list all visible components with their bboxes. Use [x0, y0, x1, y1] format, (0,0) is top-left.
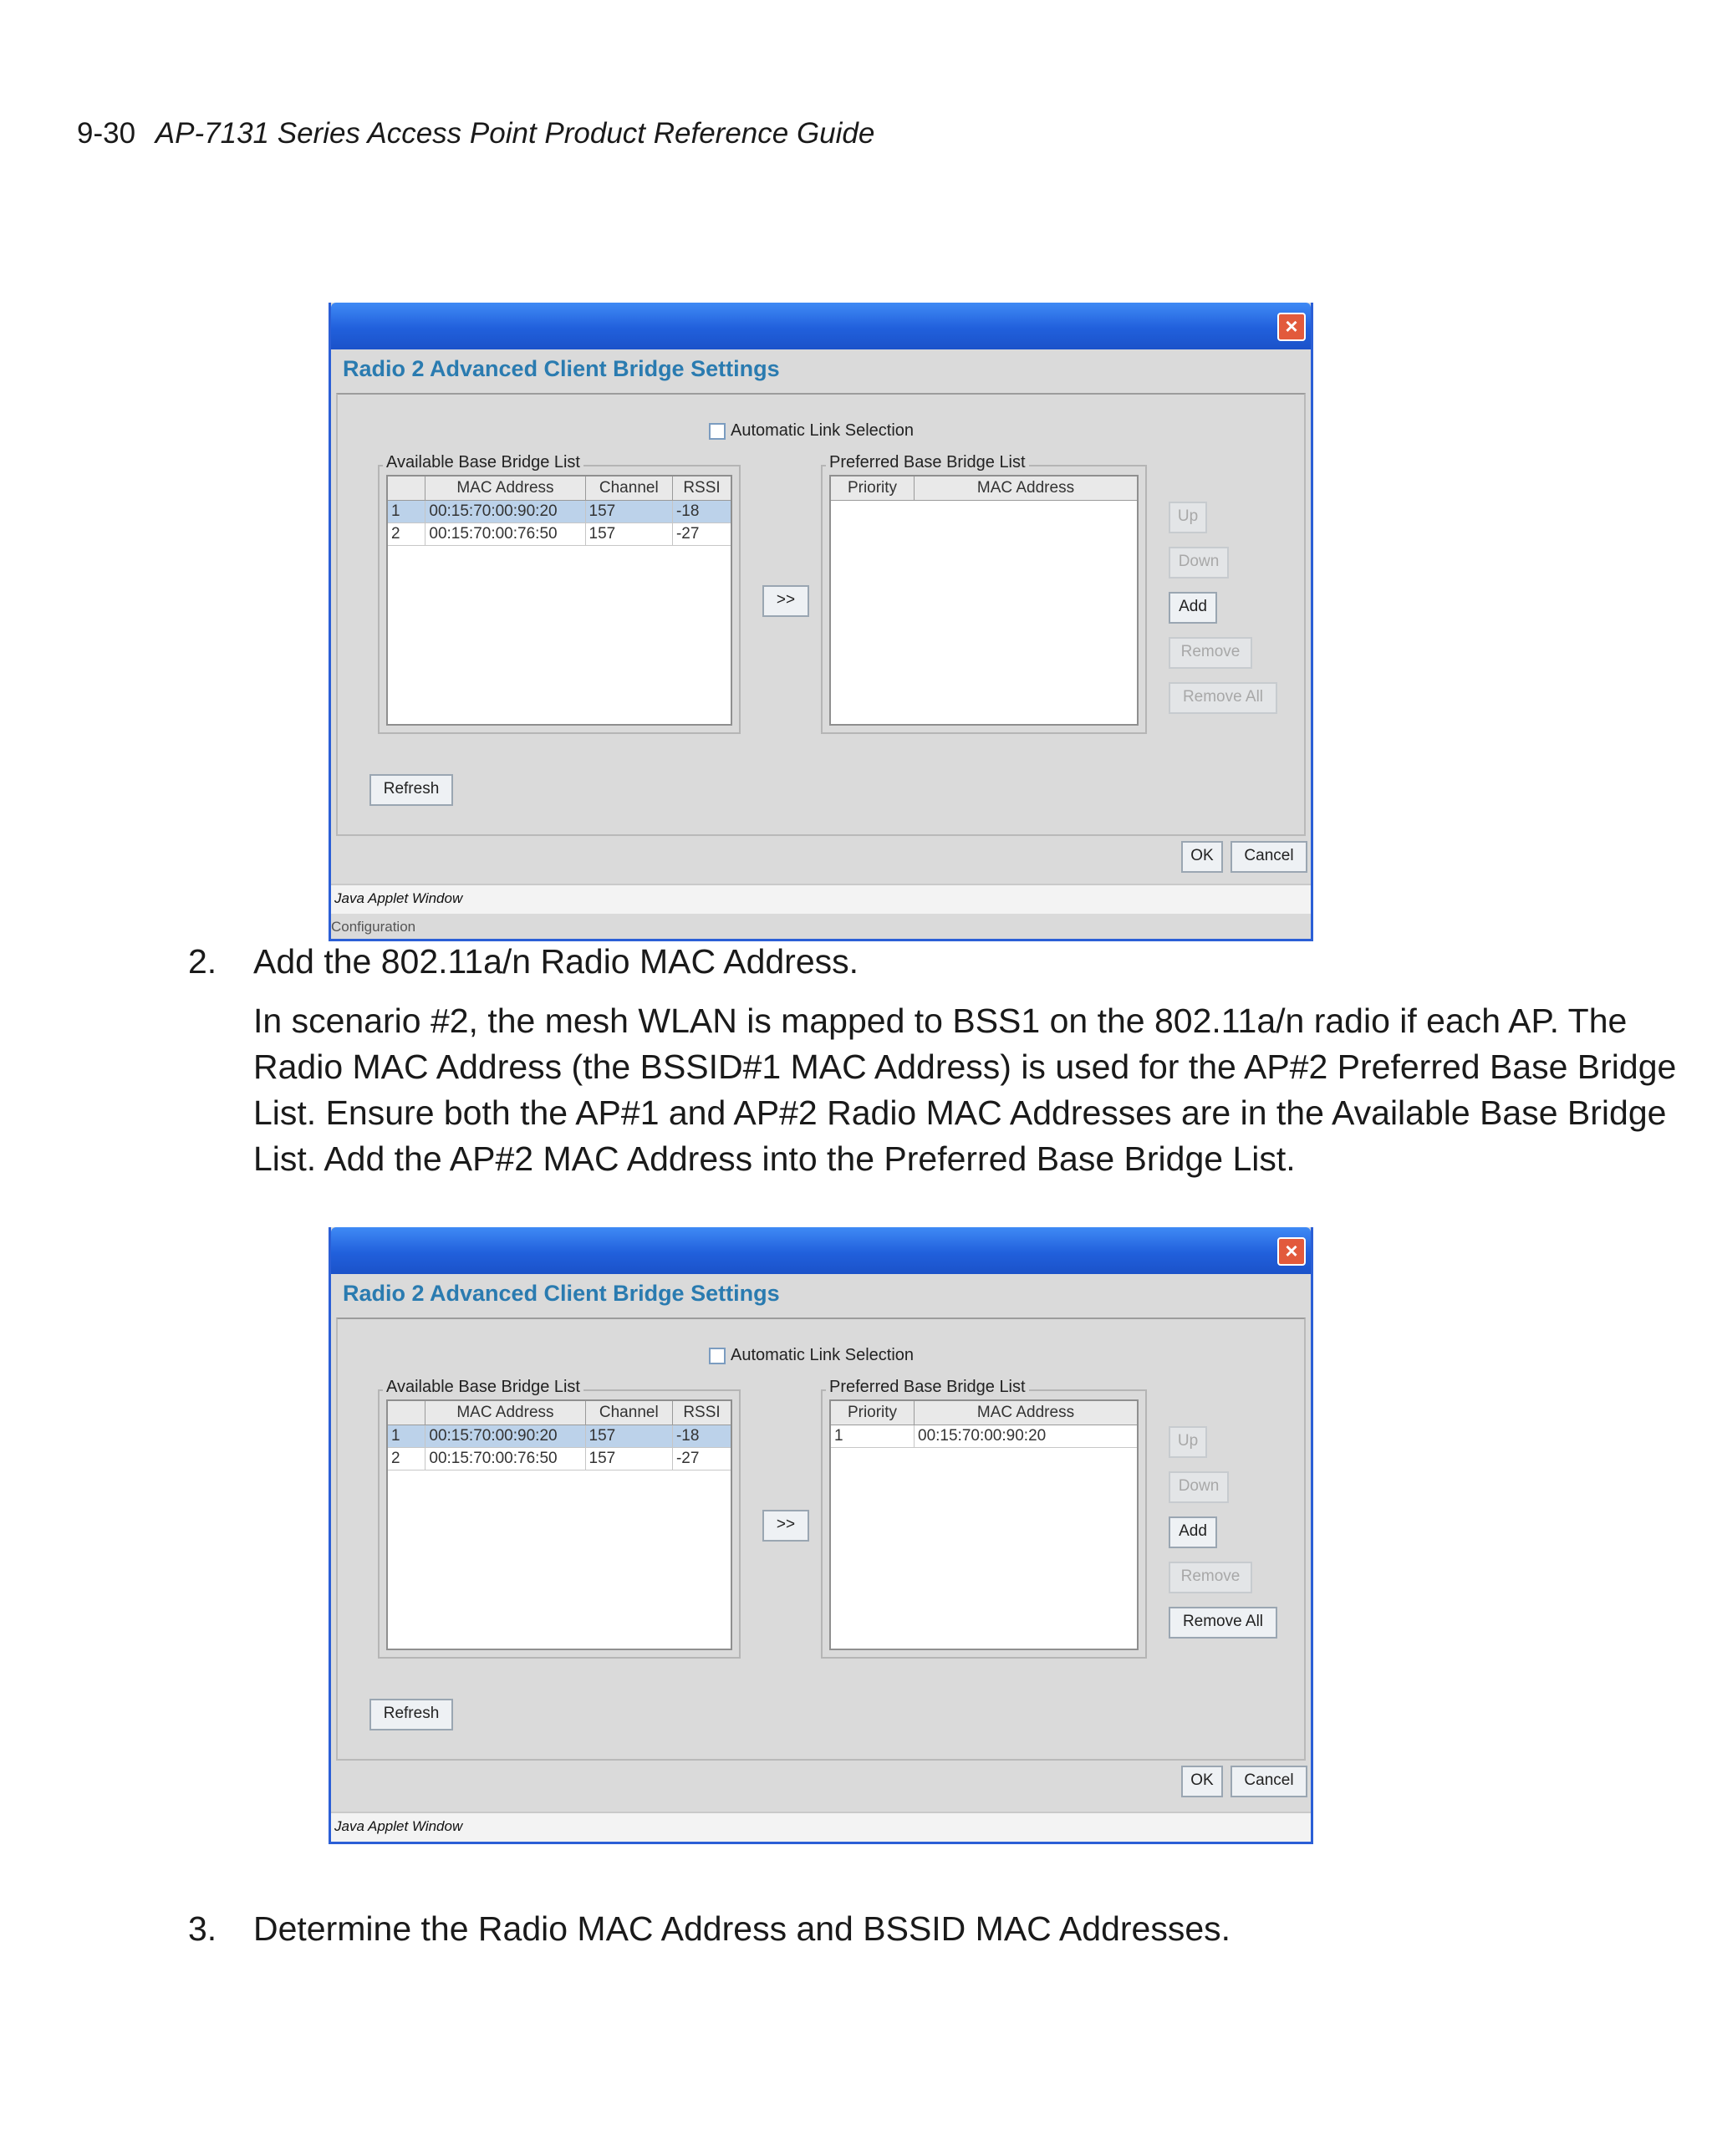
- close-icon[interactable]: ×: [1277, 1237, 1306, 1266]
- ok-button[interactable]: OK: [1181, 1766, 1223, 1797]
- add-button[interactable]: Add: [1169, 1516, 1217, 1548]
- automatic-link-selection[interactable]: [709, 1346, 914, 1365]
- row-priority: 1: [831, 1425, 915, 1447]
- step-2: [188, 938, 859, 985]
- row-rssi: -18: [675, 502, 700, 520]
- rssi-column-header[interactable]: RSSI: [683, 1404, 721, 1421]
- row-mac: 00:15:70:00:76:50: [425, 523, 585, 545]
- remove-button[interactable]: Remove: [1169, 1562, 1252, 1593]
- table-row[interactable]: [831, 1425, 1137, 1448]
- client-bridge-dialog-2: [329, 1227, 1313, 1844]
- automatic-link-checkbox[interactable]: [709, 423, 726, 440]
- available-base-bridge-group: [378, 453, 741, 734]
- available-base-bridge-label: Available Base Bridge List: [383, 1378, 583, 1397]
- ok-button[interactable]: OK: [1181, 841, 1223, 873]
- up-button[interactable]: Up: [1169, 1426, 1207, 1458]
- step-text: Add the 802.11a/n Radio MAC Address.: [253, 942, 859, 981]
- move-to-preferred-button[interactable]: >>: [762, 585, 809, 617]
- page-number: 9-30: [77, 117, 136, 150]
- remove-all-button[interactable]: Remove All: [1169, 1607, 1277, 1639]
- row-channel: 157: [586, 1448, 673, 1470]
- table-row[interactable]: [388, 1448, 731, 1470]
- page-header: [77, 117, 874, 150]
- mac-column-header[interactable]: MAC Address: [976, 1404, 1075, 1421]
- preferred-base-bridge-group: [821, 453, 1147, 734]
- step-3: [188, 1905, 1231, 1952]
- available-base-bridge-label: Available Base Bridge List: [383, 453, 583, 472]
- down-button[interactable]: Down: [1169, 1471, 1229, 1503]
- refresh-button[interactable]: Refresh: [369, 1699, 453, 1730]
- table-header: [831, 477, 1137, 501]
- table-header: [388, 1401, 731, 1425]
- rssi-column-header[interactable]: RSSI: [683, 479, 721, 497]
- row-mac: 00:15:70:00:90:20: [425, 1425, 585, 1447]
- priority-column-header[interactable]: Priority: [831, 477, 915, 500]
- preferred-base-bridge-label: Preferred Base Bridge List: [826, 453, 1029, 472]
- row-rssi: -27: [675, 525, 700, 543]
- row-mac: 00:15:70:00:76:50: [425, 1448, 585, 1470]
- automatic-link-label: Automatic Link Selection: [731, 1346, 915, 1364]
- automatic-link-label: Automatic Link Selection: [731, 421, 915, 440]
- add-button[interactable]: Add: [1169, 592, 1217, 624]
- row-index: 2: [388, 523, 425, 545]
- guide-title: AP-7131 Series Access Point Product Reference Guide: [155, 117, 875, 150]
- automatic-link-checkbox[interactable]: [709, 1348, 726, 1364]
- dialog-body: [336, 393, 1306, 836]
- configuration-label: Configuration: [331, 919, 416, 935]
- step-text: Determine the Radio MAC Address and BSSID MAC Addresses.: [253, 1909, 1231, 1948]
- table-header: [388, 477, 731, 501]
- available-base-bridge-group: [378, 1378, 741, 1659]
- move-to-preferred-button[interactable]: >>: [762, 1510, 809, 1542]
- preferred-base-bridge-table[interactable]: [829, 1399, 1139, 1650]
- step-number: 2.: [188, 942, 217, 981]
- dialog-body: [336, 1318, 1306, 1761]
- row-channel: 157: [586, 1425, 673, 1447]
- row-index: 1: [388, 1425, 425, 1447]
- step-number: 3.: [188, 1909, 217, 1948]
- java-applet-status-bar: Java Applet Window: [331, 884, 1311, 914]
- row-channel: 157: [586, 523, 673, 545]
- available-base-bridge-table[interactable]: [386, 1399, 732, 1650]
- channel-column-header[interactable]: Channel: [586, 477, 673, 500]
- row-mac: 00:15:70:00:90:20: [918, 1427, 1047, 1445]
- available-base-bridge-table[interactable]: [386, 475, 732, 726]
- priority-column-header[interactable]: Priority: [831, 1401, 915, 1425]
- dialog-titlebar: [331, 1227, 1311, 1274]
- dialog-title: Radio 2 Advanced Client Bridge Settings: [343, 356, 780, 381]
- paragraph-line: Radio MAC Address (the BSSID#1 MAC Address) is used for the AP#2 Preferred Base Bridge: [253, 1047, 1677, 1086]
- row-mac: 00:15:70:00:90:20: [425, 501, 585, 522]
- cancel-button[interactable]: Cancel: [1230, 1766, 1307, 1797]
- table-row[interactable]: [388, 501, 731, 523]
- table-row[interactable]: [388, 523, 731, 546]
- table-row[interactable]: [388, 1425, 731, 1448]
- paragraph-line: List. Ensure both the AP#1 and AP#2 Radio MAC Addresses are in the Available Base Bridge: [253, 1093, 1667, 1132]
- close-icon[interactable]: ×: [1277, 313, 1306, 341]
- preferred-base-bridge-label: Preferred Base Bridge List: [826, 1378, 1029, 1397]
- channel-column-header[interactable]: Channel: [586, 1401, 673, 1425]
- client-bridge-dialog-1: [329, 303, 1313, 941]
- row-channel: 157: [586, 501, 673, 522]
- up-button[interactable]: Up: [1169, 502, 1207, 533]
- cancel-button[interactable]: Cancel: [1230, 841, 1307, 873]
- down-button[interactable]: Down: [1169, 547, 1229, 579]
- row-rssi: -27: [675, 1450, 700, 1467]
- index-column-header: [388, 477, 425, 500]
- remove-button[interactable]: Remove: [1169, 637, 1252, 669]
- mac-column-header[interactable]: MAC Address: [976, 479, 1075, 497]
- dialog-titlebar: [331, 303, 1311, 349]
- remove-all-button[interactable]: Remove All: [1169, 682, 1277, 714]
- row-index: 1: [388, 501, 425, 522]
- paragraph-line: List. Add the AP#2 MAC Address into the Preferred Base Bridge List.: [253, 1139, 1296, 1178]
- preferred-base-bridge-group: [821, 1378, 1147, 1659]
- mac-column-header[interactable]: MAC Address: [425, 477, 585, 500]
- automatic-link-selection[interactable]: [709, 421, 914, 441]
- preferred-base-bridge-table[interactable]: [829, 475, 1139, 726]
- step-2-paragraph: [253, 998, 1677, 1182]
- row-index: 2: [388, 1448, 425, 1470]
- index-column-header: [388, 1401, 425, 1425]
- mac-column-header[interactable]: MAC Address: [425, 1401, 585, 1425]
- paragraph-line: In scenario #2, the mesh WLAN is mapped to BSS1 on the 802.11a/n radio if each AP. The: [253, 1002, 1628, 1040]
- java-applet-status-bar: Java Applet Window: [331, 1812, 1311, 1842]
- refresh-button[interactable]: Refresh: [369, 774, 453, 806]
- dialog-title: Radio 2 Advanced Client Bridge Settings: [343, 1281, 780, 1306]
- table-header: [831, 1401, 1137, 1425]
- row-rssi: -18: [675, 1427, 700, 1445]
